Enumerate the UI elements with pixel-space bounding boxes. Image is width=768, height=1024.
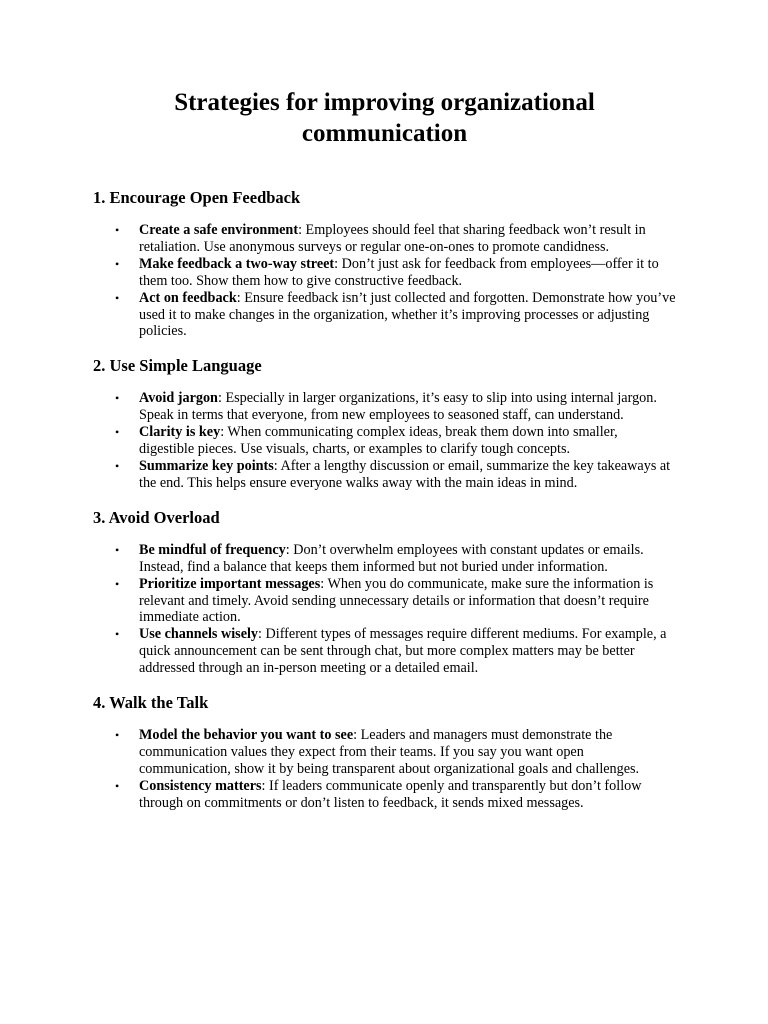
- item-term: Clarity is key: [139, 424, 221, 441]
- bullet-icon: •: [115, 391, 120, 406]
- item-text: : If leaders communicate openly and transparently but don’t follow through on commitments or don’t listen to feedback, it sends mixed messages.: [139, 777, 642, 811]
- item-term: Consistency matters: [139, 777, 262, 794]
- item-text: : After a lengthy discussion or email, summarize the key takeaways at the end. This helps ensure everyone walks away with the main ideas in mind.: [139, 457, 671, 491]
- bullet-icon: •: [115, 778, 120, 793]
- item-text: : Leaders and managers must demonstrate the communication values they expect from their teams. If you say you want open communication, show it by being transparent about organizational goals and challenges.: [139, 727, 640, 777]
- bullet-icon: •: [115, 542, 120, 557]
- bullet-icon: •: [115, 425, 120, 440]
- item-text: : When you do communicate, make sure the information is relevant and timely. Avoid sending unnecessary details or information that doesn’t require immediate action.: [139, 575, 654, 626]
- list-item: [115, 626, 676, 677]
- item-term: Summarize key points: [139, 457, 274, 474]
- item-term: Use channels wisely: [139, 626, 259, 643]
- bullet-list: [93, 390, 676, 491]
- item-term: Avoid jargon: [139, 390, 218, 407]
- bullet-icon: •: [115, 458, 120, 473]
- bullet-icon: •: [115, 576, 120, 591]
- list-item: [115, 222, 676, 256]
- item-text: : Don’t just ask for feedback from employees—offer it to them too. Show them how to give constructive feedback.: [139, 255, 659, 289]
- section-heading: 3. Avoid Overload: [93, 507, 220, 527]
- item-text: : When communicating complex ideas, break them down into smaller, digestible pieces. Use visuals, charts, or examples to clarify tough concepts.: [139, 424, 618, 458]
- item-text: : Don’t overwhelm employees with constant updates or emails. Instead, find a balance that keeps them informed but not buried under information.: [139, 541, 644, 575]
- item-term: Create a safe environment: [139, 222, 299, 238]
- bullet-icon: •: [115, 256, 120, 271]
- list-item: [115, 424, 676, 458]
- item-text: : Especially in larger organizations, it’s easy to slip into using internal jargon. Speak in terms that everyone, from new employees to seasoned staff, can understand.: [139, 390, 657, 424]
- list-item: [115, 255, 676, 290]
- bullet-list: [93, 222, 676, 340]
- bullet-icon: •: [115, 290, 120, 305]
- section-heading: 4. Walk the Talk: [93, 693, 209, 713]
- item-text: : Employees should feel that sharing feedback won’t result in retaliation. Use anonymous surveys or regular one-on-ones to promote candidness.: [139, 222, 646, 255]
- list-item: [115, 289, 676, 341]
- bullet-list: [93, 542, 676, 677]
- item-term: Prioritize important messages: [139, 575, 321, 592]
- item-term: Act on feedback: [139, 289, 237, 306]
- document-title: Strategies for improving organizational communication: [174, 89, 595, 147]
- list-item: [115, 575, 676, 627]
- item-term: Model the behavior you want to see: [139, 727, 354, 744]
- item-text: : Ensure feedback isn’t just collected and forgotten. Demonstrate how you’ve used it to make changes in the organization, whether it’s improving processes or adjusting policies.: [139, 289, 676, 340]
- section-heading: 2. Use Simple Language: [93, 356, 262, 376]
- list-item: [115, 390, 676, 424]
- item-term: Make feedback a two-way street: [139, 255, 335, 272]
- list-item: [115, 457, 676, 492]
- bullet-icon: •: [115, 223, 120, 237]
- section-heading: 1. Encourage Open Feedback: [93, 188, 301, 207]
- bullet-icon: •: [115, 728, 120, 743]
- list-item: [115, 727, 676, 778]
- list-item: [115, 777, 676, 812]
- list-item: [115, 541, 676, 576]
- item-term: Be mindful of frequency: [139, 541, 286, 558]
- item-text: : Different types of messages require different mediums. For example, a quick announcement can be sent through chat, but more complex matters may be better addressed through an in-person meeting or a detailed email.: [139, 626, 667, 677]
- bullet-icon: •: [115, 627, 120, 642]
- bullet-list: [93, 727, 676, 812]
